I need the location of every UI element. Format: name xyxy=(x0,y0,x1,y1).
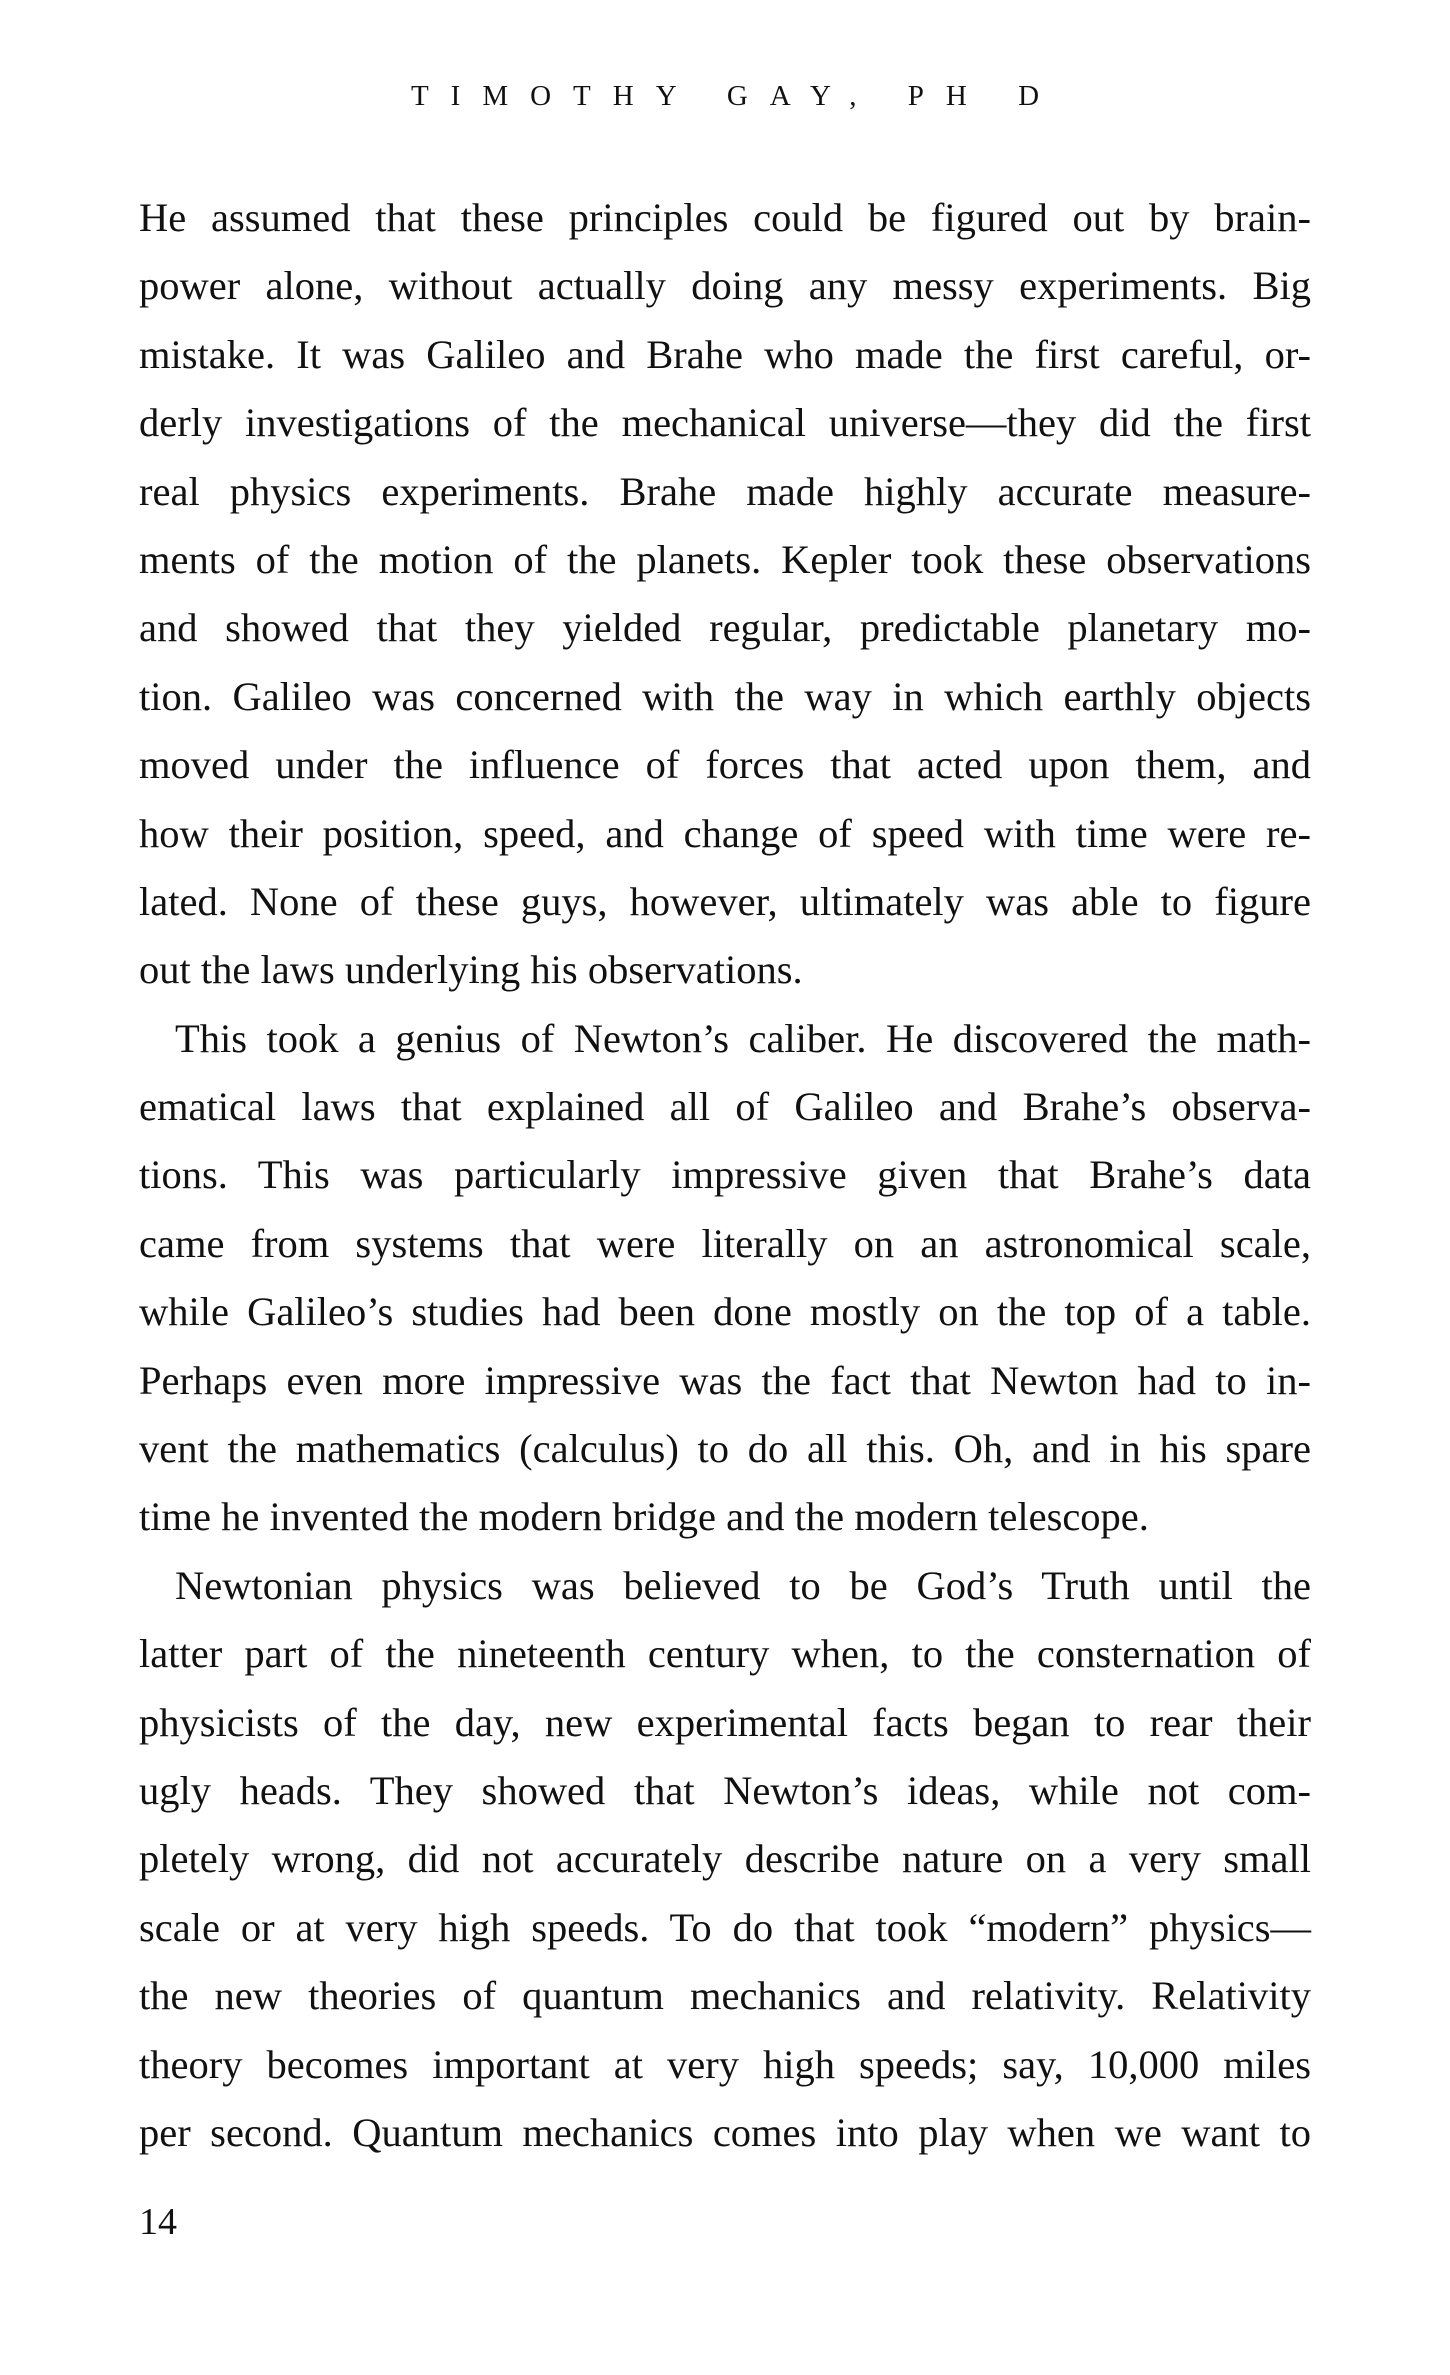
text-line: He assumed that these principles could be figured out by brain- xyxy=(139,195,1311,240)
text-line: came from systems that were literally on an astronomical scale, xyxy=(139,1220,1311,1266)
text-line: ments of the motion of the planets. Kepler took these observations xyxy=(139,536,1311,582)
paragraph xyxy=(139,1552,1311,2168)
text-line: Newtonian physics was believed to be God’s Truth until the xyxy=(175,1562,1311,1608)
text-line: ugly heads. They showed that Newton’s ideas, while not com- xyxy=(139,1767,1311,1813)
text-line: pletely wrong, did not accurately describe nature on a very small xyxy=(139,1836,1311,1882)
text-line: This took a genius of Newton’s caliber. He discovered the math- xyxy=(175,1015,1311,1061)
text-line: and showed that they yielded regular, predictable planetary mo- xyxy=(139,605,1311,651)
text-line: mistake. It was Galileo and Brahe who made the first careful, or- xyxy=(139,331,1311,377)
page-number: 14 xyxy=(139,2201,177,2243)
paragraph xyxy=(139,1005,1311,1552)
text-line: latter part of the nineteenth century when, to the consternation of xyxy=(139,1631,1311,1677)
paragraph xyxy=(139,184,1311,1005)
text-line: time he invented the modern bridge and the modern telescope. xyxy=(139,1494,1149,1540)
text-line: power alone, without actually doing any messy experiments. Big xyxy=(139,263,1311,309)
running-header: TIMOTHY GAY, PH D xyxy=(410,80,1062,112)
text-line: tions. This was particularly impressive given that Brahe’s data xyxy=(139,1152,1311,1198)
text-line: moved under the influence of forces that acted upon them, and xyxy=(139,742,1311,788)
text-line: lated. None of these guys, however, ultimately was able to figure xyxy=(139,878,1311,924)
text-line: real physics experiments. Brahe made highly accurate measure- xyxy=(139,468,1311,514)
text-line: vent the mathematics (calculus) to do all this. Oh, and in his spare xyxy=(139,1426,1311,1472)
text-line: Perhaps even more impressive was the fact that Newton had to in- xyxy=(139,1357,1311,1403)
text-line: out the laws underlying his observations. xyxy=(139,947,803,993)
text-line: scale or at very high speeds. To do that took “modern” physics— xyxy=(139,1904,1311,1950)
text-line: physicists of the day, new experimental facts began to rear their xyxy=(139,1699,1311,1745)
text-line: tion. Galileo was concerned with the way in which earthly objects xyxy=(139,673,1311,719)
text-line: the new theories of quantum mechanics and relativity. Relativity xyxy=(139,1973,1311,2019)
body-text xyxy=(139,184,1311,2167)
text-line: how their position, speed, and change of speed with time were re- xyxy=(139,810,1311,856)
text-line: per second. Quantum mechanics comes into play when we want to xyxy=(139,2109,1311,2155)
text-line: while Galileo’s studies had been done mostly on the top of a table. xyxy=(139,1289,1311,1335)
text-line: derly investigations of the mechanical universe—they did the first xyxy=(139,400,1311,446)
text-line: theory becomes important at very high speeds; say, 10,000 miles xyxy=(139,2041,1311,2087)
text-line: ematical laws that explained all of Galileo and Brahe’s observa- xyxy=(139,1084,1311,1130)
